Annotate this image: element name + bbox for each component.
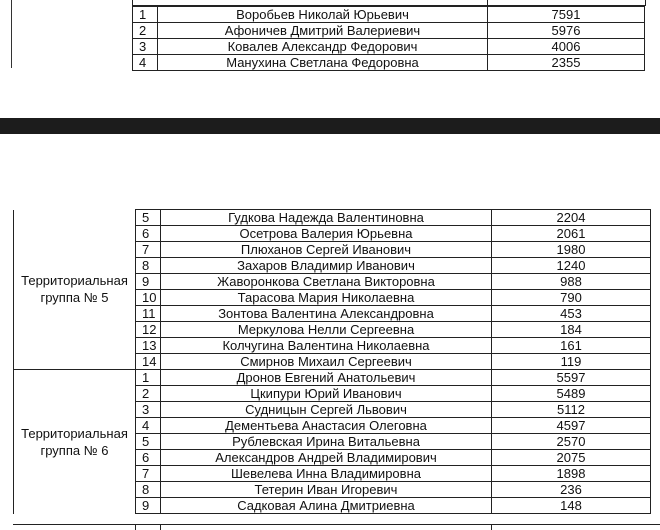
candidate-name: Манухина Светлана Федоровна (158, 55, 488, 71)
vote-count: 2061 (492, 226, 651, 242)
cut-off-row-bottom (13, 524, 660, 530)
row-number: 2 (133, 23, 158, 39)
vote-count: 2570 (492, 434, 651, 450)
vote-count: 2355 (488, 55, 645, 71)
candidate-name: Жаворонкова Светлана Викторовна (161, 274, 492, 290)
candidate-name: Осетрова Валерия Юрьевна (161, 226, 492, 242)
table-row (133, 23, 645, 39)
vote-count: 453 (492, 306, 651, 322)
table-row (14, 210, 651, 226)
row-number: 8 (136, 482, 161, 498)
vote-count: 119 (492, 354, 651, 370)
scan-divider-bar (0, 118, 660, 134)
row-number: 12 (136, 322, 161, 338)
vote-count: 5489 (492, 386, 651, 402)
vote-count: 184 (492, 322, 651, 338)
candidate-name: Зонтова Валентина Александровна (161, 306, 492, 322)
group-label: Территориальная группа № 5 (14, 210, 136, 370)
row-number: 5 (136, 434, 161, 450)
row-number: 7 (136, 242, 161, 258)
candidate-name: Воробьев Николай Юрьевич (158, 7, 488, 23)
row-number: 3 (133, 39, 158, 55)
row-number: 11 (136, 306, 161, 322)
vote-count: 1240 (492, 258, 651, 274)
candidate-name: Рублевская Ирина Витальевна (161, 434, 492, 450)
vote-count: 5112 (492, 402, 651, 418)
candidate-name: Александров Андрей Владимирович (161, 450, 492, 466)
vote-count: 2204 (492, 210, 651, 226)
candidate-name: Плюханов Сергей Иванович (161, 242, 492, 258)
row-number: 4 (133, 55, 158, 71)
row-number: 10 (136, 290, 161, 306)
vote-count: 236 (492, 482, 651, 498)
candidate-name: Дронов Евгений Анатольевич (161, 370, 492, 386)
row-number: 1 (133, 7, 158, 23)
vote-count: 7591 (488, 7, 645, 23)
vote-count: 5976 (488, 23, 645, 39)
group-label: Территориальная группа № 6 (14, 370, 136, 514)
candidate-name: Тетерин Иван Игоревич (161, 482, 492, 498)
candidate-name: Ковалев Александр Федорович (158, 39, 488, 55)
table-row (133, 39, 645, 55)
candidate-name: Шевелева Инна Владимировна (161, 466, 492, 482)
vote-count: 5597 (492, 370, 651, 386)
row-number: 14 (136, 354, 161, 370)
vote-count: 148 (492, 498, 651, 514)
row-number: 13 (136, 338, 161, 354)
table-row (133, 7, 645, 23)
vote-count: 790 (492, 290, 651, 306)
row-number: 3 (136, 402, 161, 418)
candidate-name: Меркулова Нелли Сергеевна (161, 322, 492, 338)
candidate-name: Гудкова Надежда Валентиновна (161, 210, 492, 226)
candidate-name: Афоничев Дмитрий Валериевич (158, 23, 488, 39)
row-number: 7 (136, 466, 161, 482)
vote-count: 1898 (492, 466, 651, 482)
left-border-line (11, 0, 12, 68)
row-number: 2 (136, 386, 161, 402)
candidate-name: Захаров Владимир Иванович (161, 258, 492, 274)
candidate-name: Садковая Алина Дмитриевна (161, 498, 492, 514)
row-number: 6 (136, 226, 161, 242)
vote-count: 1980 (492, 242, 651, 258)
top-table-fragment (0, 0, 660, 100)
candidate-name: Судницын Сергей Львович (161, 402, 492, 418)
row-number: 6 (136, 450, 161, 466)
candidate-name: Цкипури Юрий Иванович (161, 386, 492, 402)
vote-count: 988 (492, 274, 651, 290)
vote-count: 4597 (492, 418, 651, 434)
candidate-name: Колчугина Валентина Николаевна (161, 338, 492, 354)
table-row (14, 370, 651, 386)
table-row (133, 55, 645, 71)
candidate-name: Тарасова Мария Николаевна (161, 290, 492, 306)
row-number: 9 (136, 274, 161, 290)
candidates-table-top (132, 6, 645, 71)
row-number: 8 (136, 258, 161, 274)
row-number: 5 (136, 210, 161, 226)
candidate-name: Смирнов Михаил Сергеевич (161, 354, 492, 370)
vote-count: 2075 (492, 450, 651, 466)
candidate-name: Дементьева Анастасия Олеговна (161, 418, 492, 434)
row-number: 4 (136, 418, 161, 434)
vote-count: 4006 (488, 39, 645, 55)
row-number: 1 (136, 370, 161, 386)
vote-count: 161 (492, 338, 651, 354)
row-number: 9 (136, 498, 161, 514)
candidates-table-bottom (13, 209, 651, 514)
